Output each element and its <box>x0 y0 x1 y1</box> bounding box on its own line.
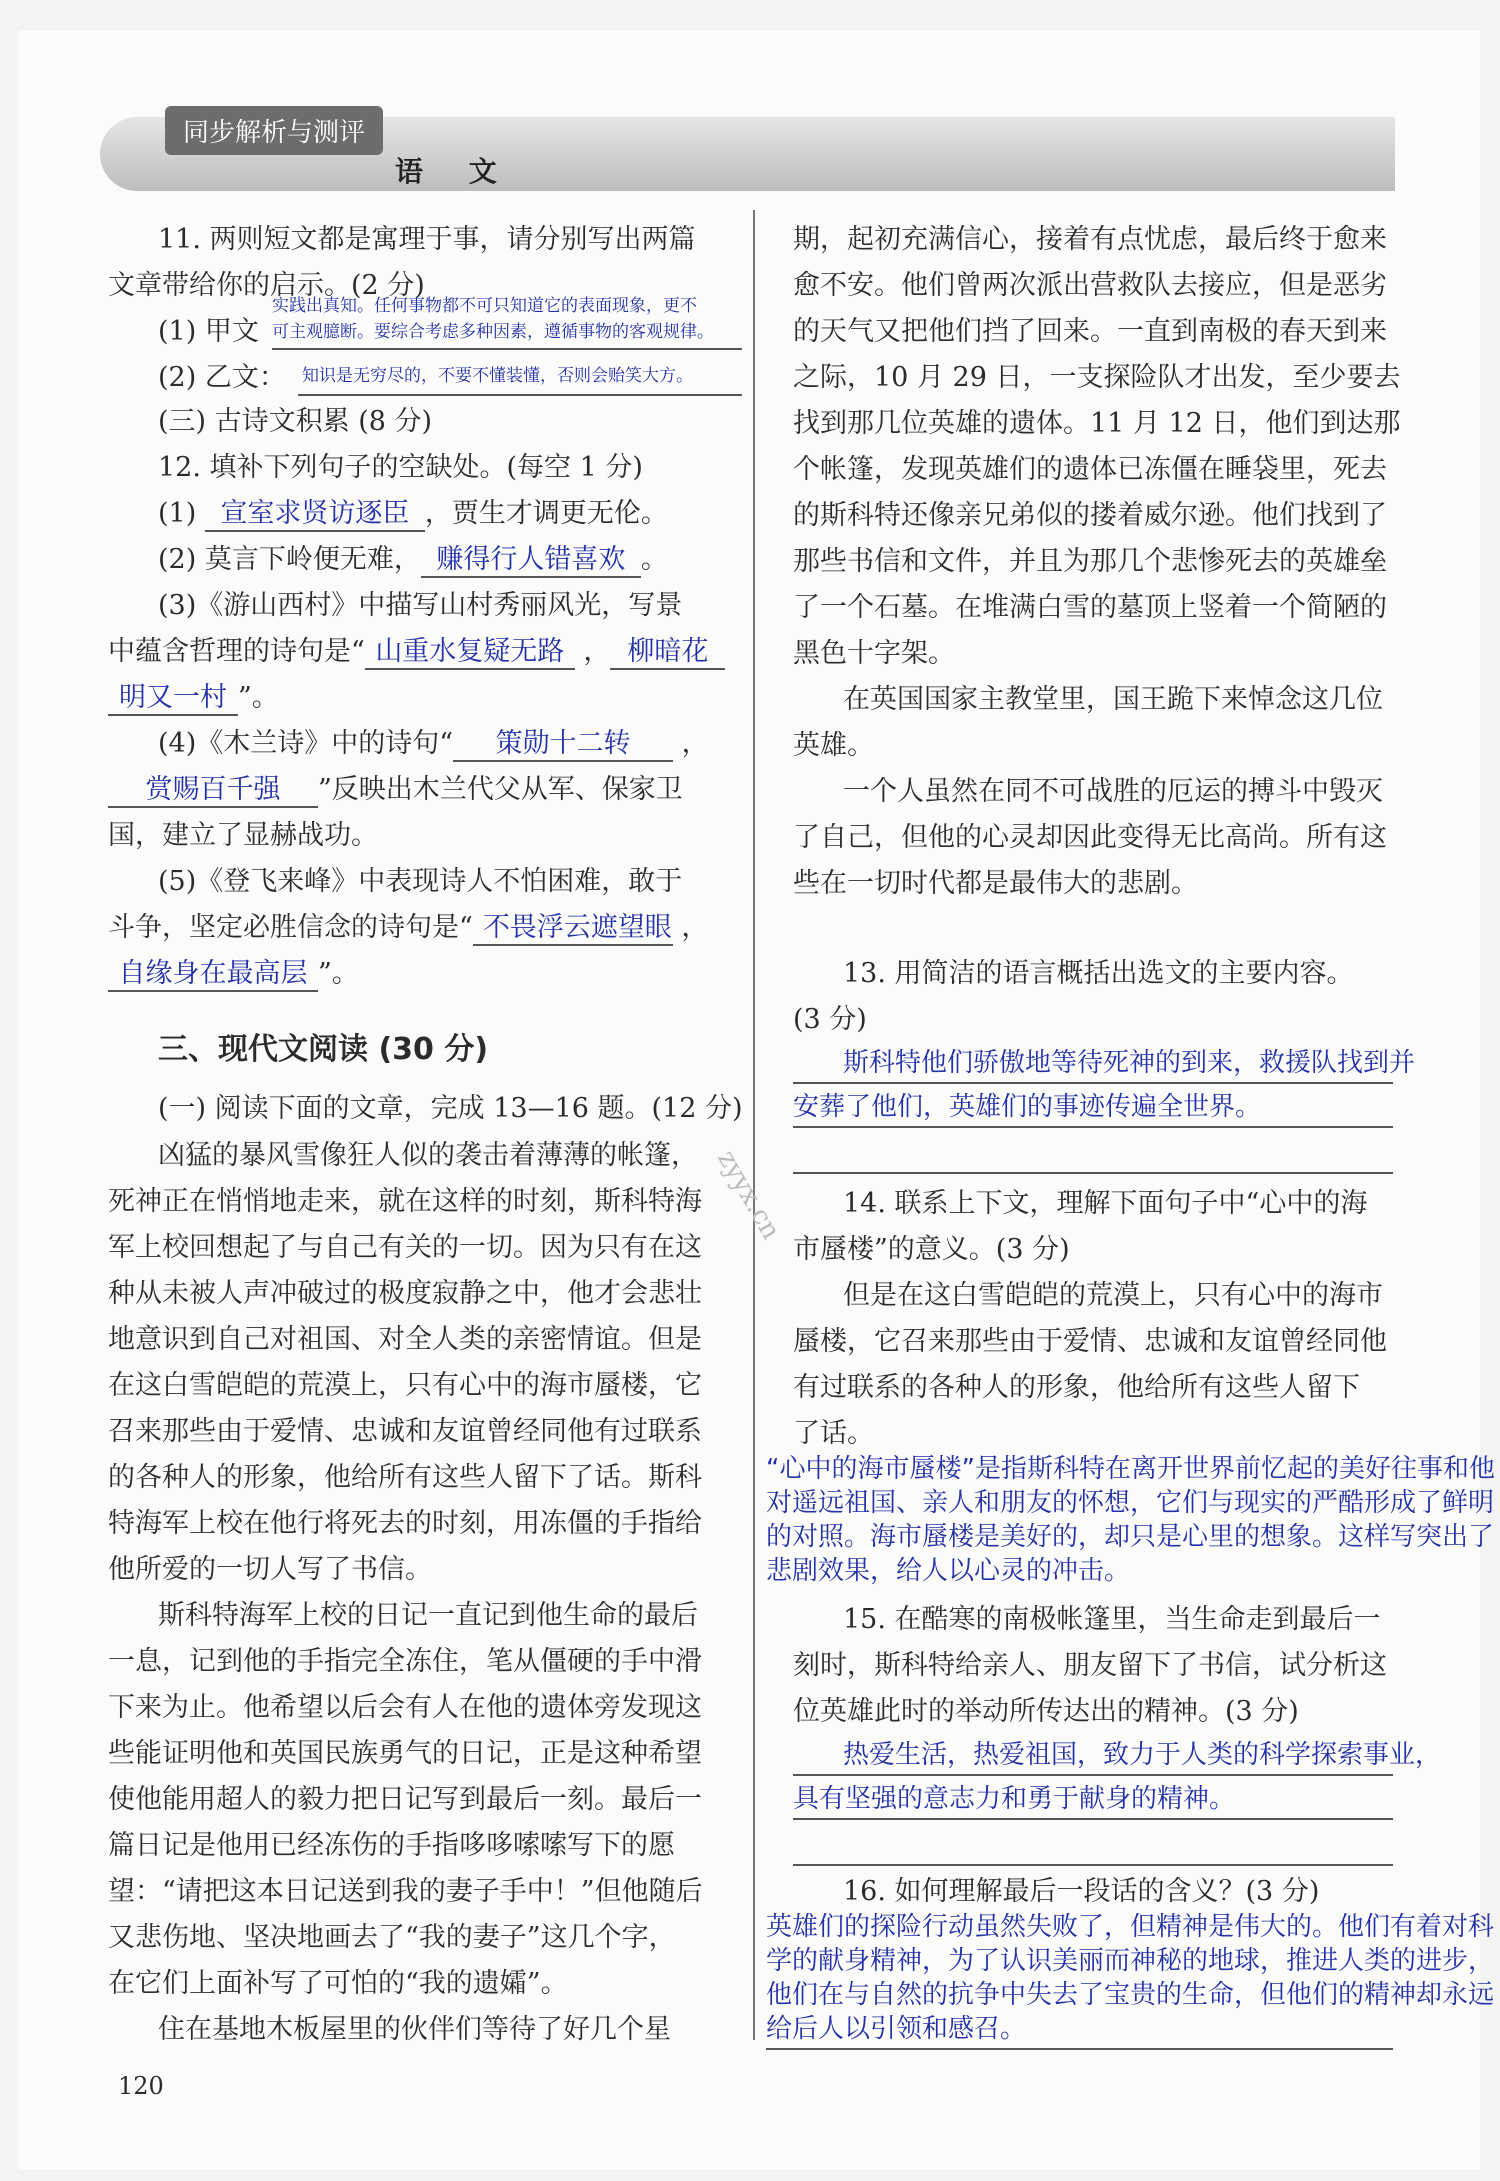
passage-line: 些在一切时代都是最伟大的悲剧。 <box>793 868 1198 899</box>
q14-answer-line: “心中的海市蜃楼”是指斯科特在离开世界前忆起的美好往事和他 <box>766 1454 1495 1484</box>
q12-2-answer: 赚得行人错喜欢 <box>421 546 641 578</box>
passage-line: 了自己，但他的心灵却因此变得无比高尚。所有这 <box>793 822 1387 853</box>
passage-line: 个帐篷，发现英雄们的遗体已冻僵在睡袋里，死去 <box>793 454 1387 485</box>
passage-line: 地意识到自己对祖国、对全人类的亲密情谊。但是 <box>108 1324 702 1355</box>
passage-line: 死神正在悄悄地走来，就在这样的时刻，斯科特海 <box>108 1186 702 1217</box>
passage-line: 军上校回想起了与自己有关的一切。因为只有在这 <box>108 1232 702 1263</box>
passage-line: 的天气又把他们挡了回来。一直到南极的春天到来 <box>793 316 1387 347</box>
watermark: zyyx.cn <box>711 1145 786 1245</box>
q14-quote-line: 但是在这白雪皑皑的荒漠上，只有心中的海市 <box>843 1280 1383 1311</box>
passage-line: 找到那几位英雄的遗体。11 月 12 日，他们到达那 <box>793 408 1401 439</box>
q12-4-line1: (4)《木兰诗》中的诗句“ 策勋十二转 ， <box>158 730 709 762</box>
series-title: 同步解析与测评 <box>165 106 383 155</box>
answer-rule <box>793 1172 1393 1174</box>
q12-1 <box>158 500 668 532</box>
q14-quote-line: 了话。 <box>793 1418 874 1449</box>
passage-line: 特海军上校在他行将死去的时刻，用冻僵的手指给 <box>108 1508 702 1539</box>
q13-answer-1: 斯科特他们骄傲地等待死神的到来，救援队找到并 <box>843 1048 1416 1078</box>
q12-2-end: 。 <box>640 544 668 575</box>
passage-line: 的斯科特还像亲兄弟似的搂着威尔逊。他们找到了 <box>793 500 1387 531</box>
passage-line: 那些书信和文件，并且为那几个悲惨死去的英雄垒 <box>793 546 1387 577</box>
q11-line1: 11. 两则短文都是寓理于事，请分别写出两篇 <box>158 224 696 255</box>
passage-line: 住在基地木板屋里的伙伴们等待了好几个星 <box>158 2014 671 2045</box>
q16-answer-line: 他们在与自然的抗争中失去了宝贵的生命，但他们的精神却永远 <box>766 1980 1495 2010</box>
passage-line: 召来那些由于爱情、忠诚和友谊曾经同他有过联系 <box>108 1416 702 1447</box>
q12-3-answer-3: 明又一村 <box>108 684 238 716</box>
q16-answer-line: 给后人以引领和感召。 <box>766 2014 1027 2044</box>
q12-4-prompt: (4)《木兰诗》中的诗句“ <box>158 728 454 759</box>
q14-answer-line: 对遥远祖国、亲人和朋友的怀想，它们与现实的严酷形成了鲜明 <box>766 1488 1495 1518</box>
q14-line2: 市蜃楼”的意义。(3 分) <box>793 1234 1070 1265</box>
q12-3-line1: (3)《游山西村》中描写山村秀丽风光，写景 <box>158 590 683 621</box>
q11-b-label: (2) 乙文： <box>158 362 286 393</box>
q15-line1: 15. 在酷寒的南极帐篷里，当生命走到最后一 <box>843 1604 1381 1635</box>
q12-5-end: ”。 <box>318 958 359 989</box>
answer-rule <box>793 1864 1393 1866</box>
section-title: 三、现代文阅读 (30 分) <box>158 1032 489 1067</box>
answer-rule <box>793 1126 1393 1128</box>
q14-answer-line: 悲剧效果，给人以心灵的冲击。 <box>766 1556 1131 1586</box>
passage-line: 了一个石墓。在堆满白雪的墓顶上竖着一个简陋的 <box>793 592 1387 623</box>
passage-line: 的各种人的形象，他给所有这些人留下了话。斯科 <box>108 1462 702 1493</box>
passage-line: 愈不安。他们曾两次派出营救队去接应，但是恶劣 <box>793 270 1387 301</box>
column-divider <box>753 210 755 2040</box>
passage-line: 使他能用超人的毅力把日记写到最后一刻。最后一 <box>108 1784 702 1815</box>
q12-5-line2: 斗争，坚定必胜信念的诗句是“ 不畏浮云遮望眼 ， <box>108 914 708 946</box>
q12-5-answer-1: 不畏浮云遮望眼 <box>473 914 673 946</box>
passage-line: 期，起初充满信心，接着有点忧虑，最后终于愈来 <box>793 224 1387 255</box>
q12-2-label: (2) 莫言下岭便无难， <box>158 544 421 575</box>
q12-4-answer-2: 赏赐百千强 <box>108 776 318 808</box>
subject-title: 语 文 <box>395 155 515 188</box>
reading-intro: (一) 阅读下面的文章，完成 13—16 题。(12 分) <box>158 1093 743 1124</box>
passage-line: 他所爱的一切人写了书信。 <box>108 1554 432 1585</box>
q11-a-answer-2: 可主观臆断。要综合考虑多种因素，遵循事物的客观规律。 <box>272 322 714 342</box>
q14-answer-line: 的对照。海市蜃楼是美好的，却只是心里的想象。这样写突出了 <box>766 1522 1495 1552</box>
q12-2 <box>158 546 668 578</box>
q11-a-answer-1: 实践出真知。任何事物都不可只知道它的表面现象，更不 <box>272 296 697 316</box>
q14-quote-line: 有过联系的各种人的形象，他给所有这些人留下 <box>793 1372 1360 1403</box>
passage-line: 在这白雪皑皑的荒漠上，只有心中的海市蜃楼，它 <box>108 1370 702 1401</box>
q12-3-end: ”。 <box>238 682 279 713</box>
q12-4-line3: 国，建立了显赫战功。 <box>108 820 378 851</box>
q11-b-underline <box>298 394 742 396</box>
q12-3-prompt: 中蕴含哲理的诗句是“ <box>108 636 365 667</box>
passage-line: 种从未被人声冲破过的极度寂静之中，他才会悲壮 <box>108 1278 702 1309</box>
passage-line: 一息，记到他的手指完全冻住，笔从僵硬的手中滑 <box>108 1646 702 1677</box>
passage-line: 之际，10 月 29 日，一支探险队才出发，至少要去 <box>793 362 1401 393</box>
passage-line: 些能证明他和英国民族勇气的日记，正是这种希望 <box>108 1738 702 1769</box>
q12-5-line1: (5)《登飞来峰》中表现诗人不怕困难，敢于 <box>158 866 683 897</box>
q12-1-answer: 宣室求贤访逐臣 <box>205 500 425 532</box>
passage-line: 凶猛的暴风雪像狂人似的袭击着薄薄的帐篷， <box>158 1140 698 1171</box>
q12-4-line2 <box>108 776 683 808</box>
passage-line: 又悲伤地、坚决地画去了“我的妻子”这几个字， <box>108 1922 676 1953</box>
q12-3-answer-2: 柳暗花 <box>610 638 725 670</box>
q11-a-label: (1) 甲文 <box>158 316 259 347</box>
q16-answer-line: 学的献身精神，为了认识美丽而神秘的地球，推进人类的进步， <box>766 1946 1495 1976</box>
passage-line: 篇日记是他用已经冻伤的手指哆哆嗦嗦写下的愿 <box>108 1830 675 1861</box>
q12-3-line3 <box>108 684 279 716</box>
q12-5-line3 <box>108 960 359 992</box>
q14-line1: 14. 联系上下文，理解下面句子中“心中的海 <box>843 1188 1368 1219</box>
passage-line: 在英国国家主教堂里，国王跪下来悼念这几位 <box>843 684 1383 715</box>
passage-line: 望：“请把这本日记送到我的妻子手中！”但他随后 <box>108 1876 703 1907</box>
q15-line2: 刻时，斯科特给亲人、朋友留下了书信，试分析这 <box>793 1650 1387 1681</box>
q12-5-prompt: 斗争，坚定必胜信念的诗句是“ <box>108 912 473 943</box>
answer-rule <box>793 1818 1393 1820</box>
passage-line: 下来为止。他希望以后会有人在他的遗体旁发现这 <box>108 1692 702 1723</box>
q16-line1: 16. 如何理解最后一段话的含义？(3 分) <box>843 1876 1320 1907</box>
passage-line: 在它们上面补写了可怕的“我的遗孀”。 <box>108 1968 568 1999</box>
q15-line3: 位英雄此时的举动所传达出的精神。(3 分) <box>793 1696 1299 1727</box>
q11-b-answer: 知识是无穷尽的，不要不懂装懂，否则会贻笑大方。 <box>302 366 693 386</box>
q13-line1: 13. 用简洁的语言概括出选文的主要内容。 <box>843 958 1354 989</box>
q11-line2: 文章带给你的启示。(2 分) <box>108 270 425 301</box>
page-number: 120 <box>118 2072 164 2100</box>
q12-title: 12. 填补下列句子的空缺处。(每空 1 分) <box>158 452 643 483</box>
q12-3-line2: 中蕴含哲理的诗句是“ 山重水复疑无路 ， 柳暗花 <box>108 638 725 670</box>
q12-1-label: (1) <box>158 498 197 529</box>
q12-5-answer-2: 自缘身在最高层 <box>108 960 318 992</box>
q13-answer-2: 安葬了他们，英雄们的事迹传遍全世界。 <box>793 1092 1262 1122</box>
passage-line: 斯科特海军上校的日记一直记到他生命的最后 <box>158 1600 698 1631</box>
answer-rule <box>766 2048 1393 2050</box>
passage-line: 英雄。 <box>793 730 874 761</box>
answer-rule <box>793 1774 1393 1776</box>
sec-classical-title: (三) 古诗文积累 (8 分) <box>158 406 433 437</box>
q12-4-answer-1: 策勋十二转 <box>453 730 673 762</box>
q12-4-rest: ”反映出木兰代父从军、保家卫 <box>318 774 683 805</box>
q16-answer-line: 英雄们的探险行动虽然失败了，但精神是伟大的。他们有着对科 <box>766 1912 1495 1942</box>
q11-a-underline <box>272 348 742 350</box>
passage-line: 一个人虽然在同不可战胜的厄运的搏斗中毁灭 <box>843 776 1383 807</box>
q12-1-rest: ，贾生才调更无伦。 <box>424 498 668 529</box>
passage-line: 黑色十字架。 <box>793 638 955 669</box>
answer-rule <box>793 1082 1393 1084</box>
q12-3-answer-1: 山重水复疑无路 <box>365 638 575 670</box>
q14-quote-line: 蜃楼，它召来那些由于爱情、忠诚和友谊曾经同他 <box>793 1326 1387 1357</box>
q15-answer-1: 热爱生活，热爱祖国，致力于人类的科学探索事业， <box>843 1740 1442 1770</box>
q15-answer-2: 具有坚强的意志力和勇于献身的精神。 <box>793 1784 1236 1814</box>
q13-line2: (3 分) <box>793 1004 867 1035</box>
